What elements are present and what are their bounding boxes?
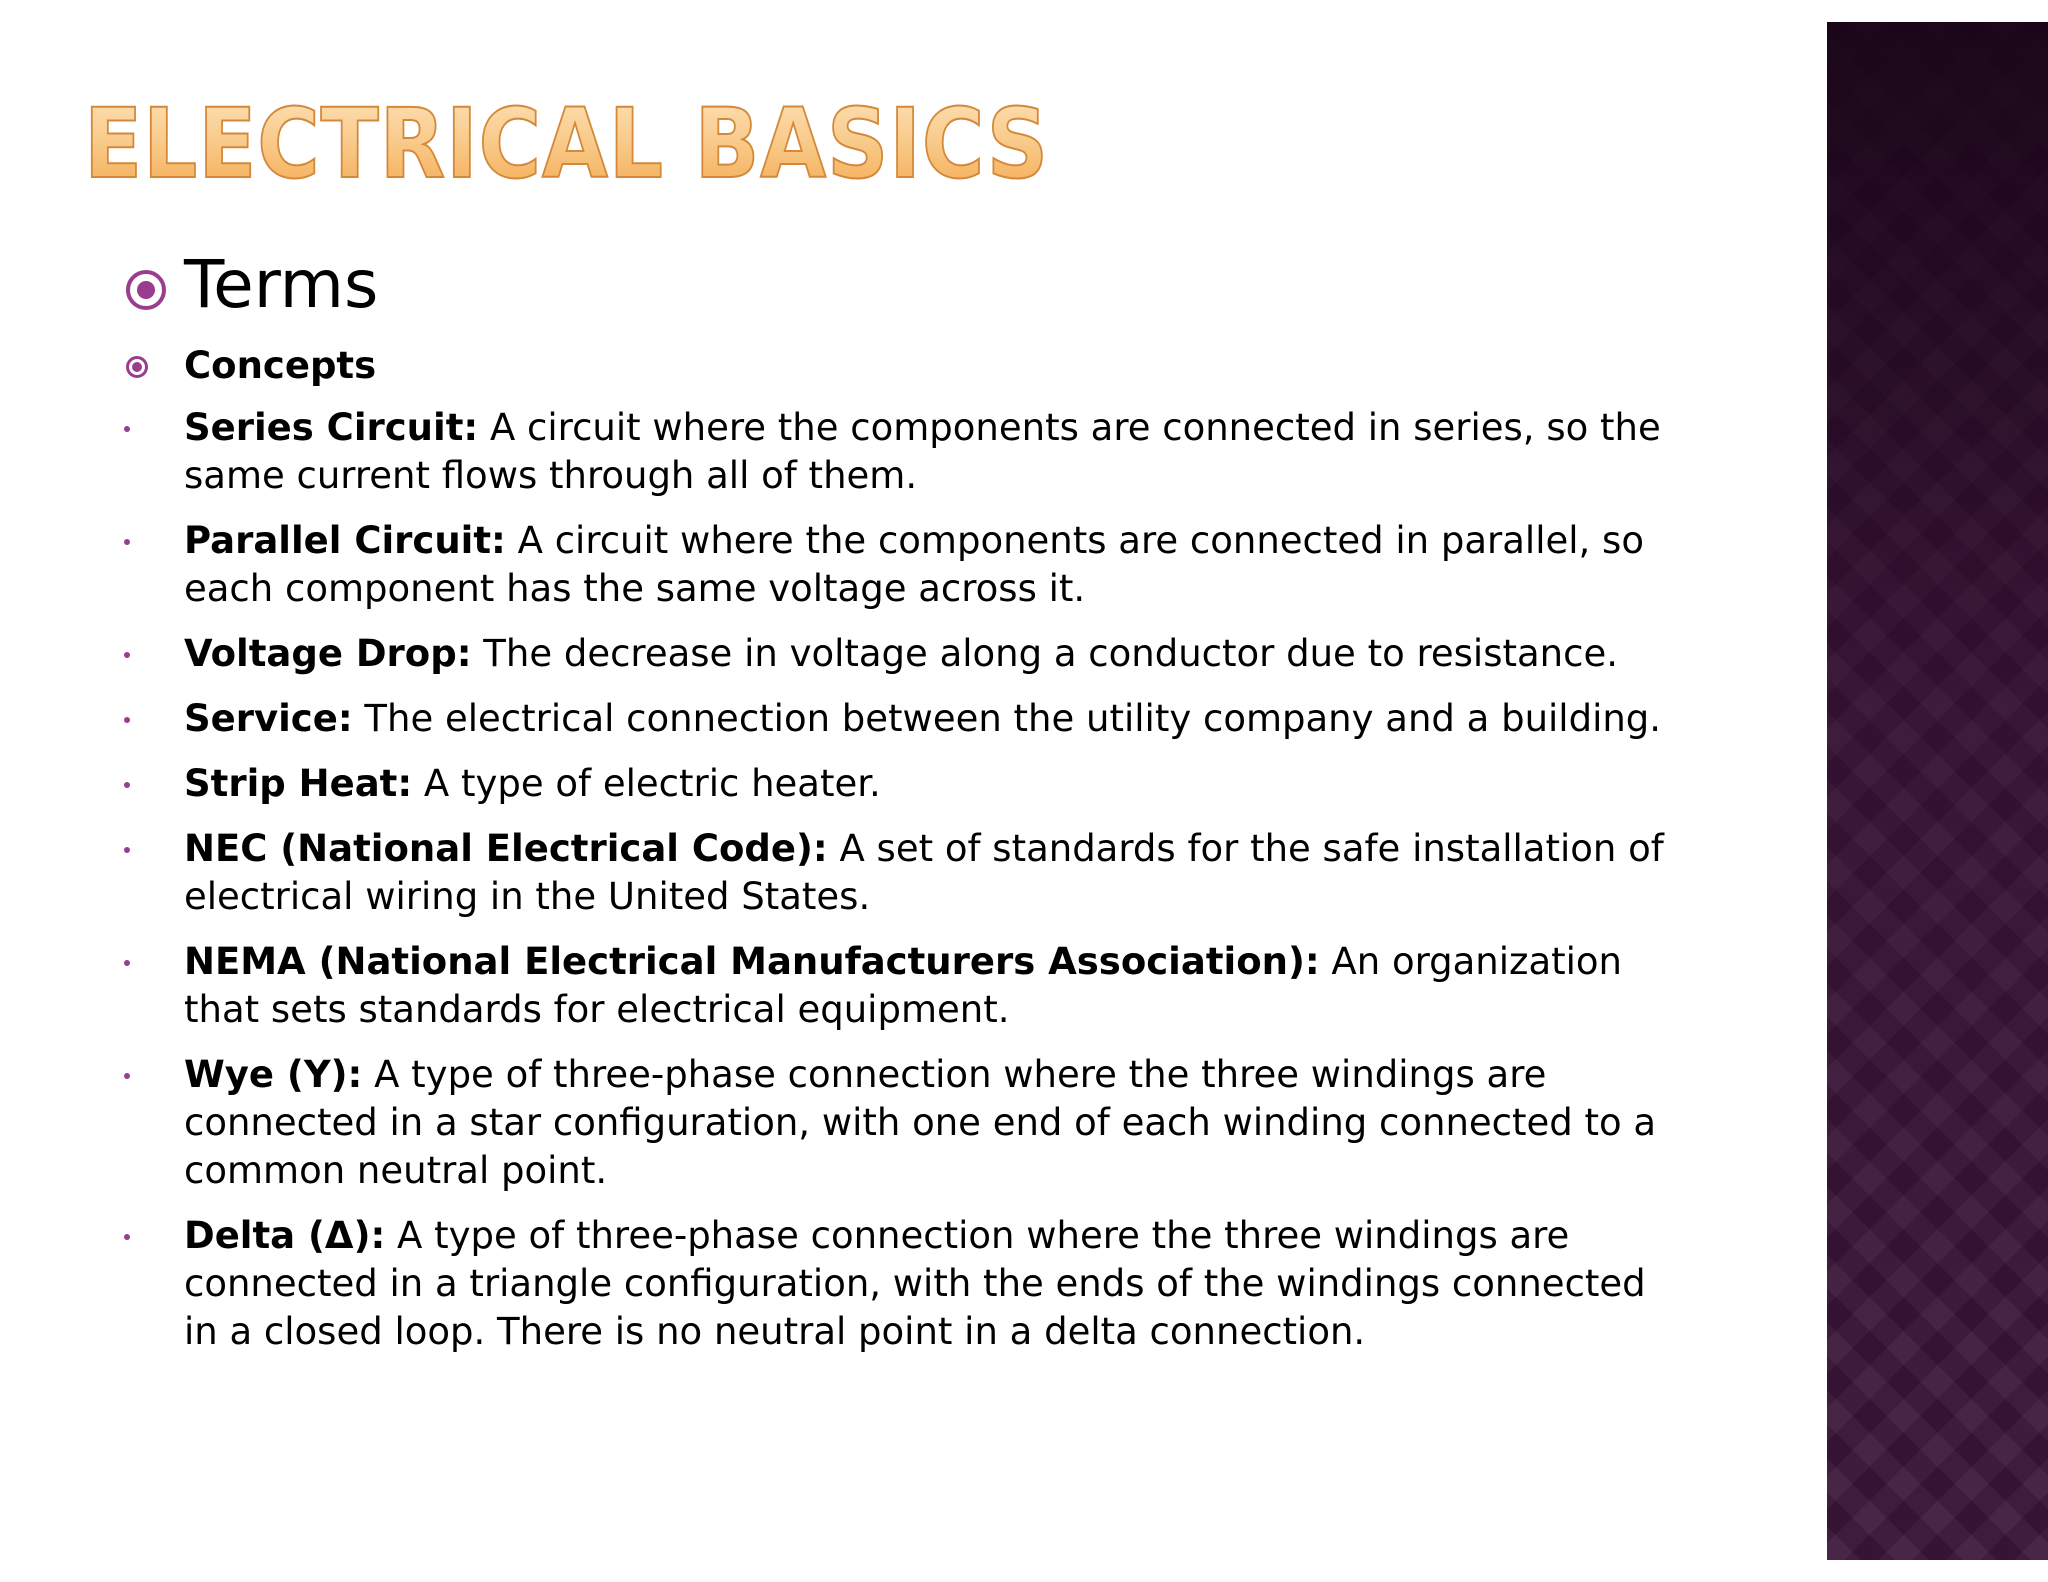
- term-definition: A type of electric heater.: [423, 762, 881, 805]
- ring-dot-center: [137, 281, 155, 299]
- term-name: Voltage Drop:: [184, 632, 472, 675]
- subheading-concepts-label: Concepts: [184, 344, 377, 387]
- term-name: Delta (Δ):: [184, 1214, 386, 1257]
- term-name: Parallel Circuit:: [184, 519, 506, 562]
- term-definition: The decrease in voltage along a conductor due to resistance.: [483, 632, 1618, 675]
- small-dot-icon: [124, 426, 130, 432]
- term-definition: An organization that sets standards for electrical equipment.: [184, 940, 1623, 1031]
- term-name: Strip Heat:: [184, 762, 413, 805]
- term-name: NEC (National Electrical Code):: [184, 827, 828, 870]
- small-dot-icon: [124, 782, 130, 788]
- small-dot-icon: [124, 960, 130, 966]
- term-definition: A circuit where the components are connected in parallel, so each component has the same voltage across it.: [184, 519, 1644, 610]
- small-dot-icon: [124, 717, 130, 723]
- slide-title-text: ELECTRICAL BASICS: [84, 88, 1049, 192]
- term-definition: A circuit where the components are connected in series, so the same current flows through all of them.: [184, 406, 1661, 497]
- small-dot-icon: [124, 539, 130, 545]
- small-dot-icon: [124, 847, 130, 853]
- term-item-strip-heat: [120, 760, 1664, 808]
- subheading-concepts: [120, 342, 1720, 390]
- ring-dot-center: [132, 362, 142, 372]
- slide-title-graphic: [84, 82, 1084, 192]
- small-dot-icon: [124, 652, 130, 658]
- term-definition: The electrical connection between the utility company and a building.: [364, 697, 1662, 740]
- term-definition: A type of three-phase connection where the three windings are connected in a star configuration, with one end of each winding connected to a common neutral point.: [184, 1053, 1657, 1192]
- term-name: Wye (Y):: [184, 1053, 363, 1096]
- decorative-side-panel: [1827, 22, 2048, 1560]
- term-item-service: [120, 695, 1664, 743]
- term-item-wye: [120, 1051, 1664, 1195]
- term-name: Series Circuit:: [184, 406, 479, 449]
- term-list: [120, 404, 1720, 1356]
- term-definition: A type of three-phase connection where the three windings are connected in a triangle configuration, with the ends of the windings connected in a closed loop. There is no neutral point in a delta connection.: [184, 1214, 1646, 1353]
- term-item-parallel-circuit: [120, 517, 1664, 613]
- small-dot-icon: [124, 1234, 130, 1240]
- heading-terms: [120, 242, 1720, 328]
- term-item-nec: [120, 825, 1664, 921]
- term-name: NEMA (National Electrical Manufacturers Association):: [184, 940, 1320, 983]
- slide-body: [120, 242, 1720, 1373]
- ring-dot-icon: [126, 270, 166, 310]
- term-definition: A set of standards for the safe installation of electrical wiring in the United States.: [184, 827, 1664, 918]
- ring-dot-icon: [126, 356, 148, 378]
- term-item-nema: [120, 938, 1664, 1034]
- term-item-delta: [120, 1212, 1664, 1356]
- term-name: Service:: [184, 697, 353, 740]
- small-dot-icon: [124, 1073, 130, 1079]
- heading-terms-label: Terms: [184, 246, 379, 323]
- term-item-voltage-drop: [120, 630, 1664, 678]
- slide-title: [84, 82, 1084, 192]
- term-item-series-circuit: [120, 404, 1664, 500]
